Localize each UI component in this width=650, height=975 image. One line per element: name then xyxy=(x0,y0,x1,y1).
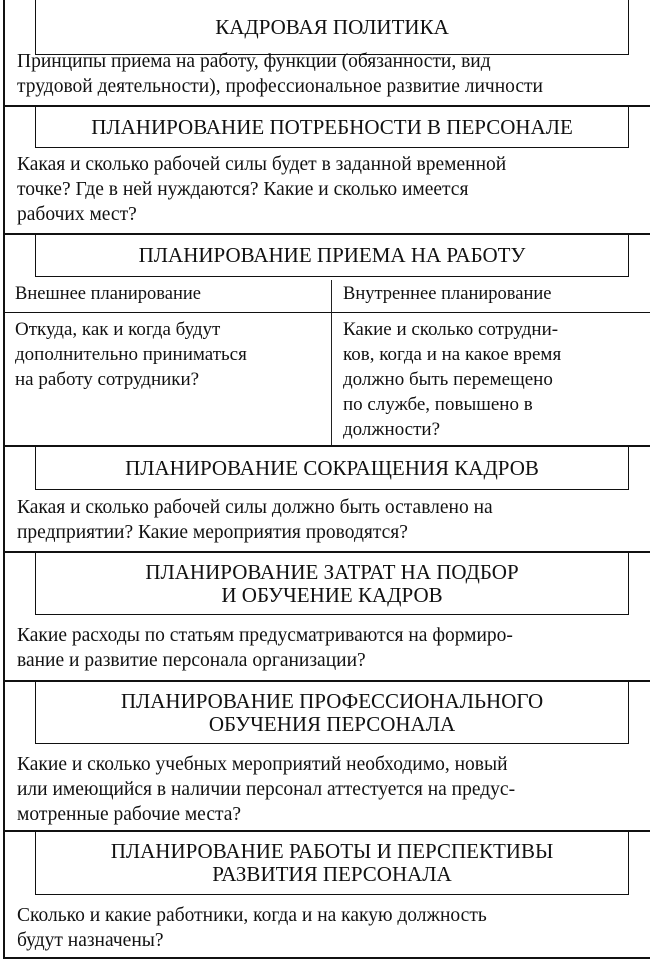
hiring-columns xyxy=(5,280,650,445)
section-title xyxy=(35,682,629,744)
text-line: Сколько и какие работники, когда и на какую должность xyxy=(17,905,487,926)
section-title xyxy=(35,235,629,277)
section-staff-needs xyxy=(5,107,650,235)
text-line: Принципы приема на работу, функции (обязанности, вид xyxy=(17,51,491,72)
section-text xyxy=(17,903,649,953)
text-line: Какие и сколько учебных мероприятий необходимо, новый xyxy=(17,754,508,775)
text-line: должно быть перемещено xyxy=(343,369,553,390)
text-line: будут назначены? xyxy=(17,930,164,951)
text-line: на работу сотрудники? xyxy=(15,369,200,390)
text-line: дополнительно приниматься xyxy=(15,344,247,365)
section-text xyxy=(17,752,649,827)
section-training xyxy=(5,682,650,832)
text-line: вание и развитие персонала организации? xyxy=(17,650,366,671)
section-title xyxy=(35,107,629,148)
column-text-external xyxy=(15,317,247,392)
text-line: рабочих мест? xyxy=(17,204,137,225)
text-line: Какая и сколько рабочей силы должно быть оставлено на xyxy=(17,497,493,518)
section-reduction xyxy=(5,447,650,553)
section-text xyxy=(17,495,649,545)
text-line: трудовой деятельности), профессиональное развитие личности xyxy=(17,76,543,97)
section-costs xyxy=(5,553,650,682)
text-line: Откуда, как и когда будут xyxy=(15,319,221,340)
section-title xyxy=(35,447,629,490)
title-line: ПЛАНИРОВАНИЕ ПРИЕМА НА РАБОТУ xyxy=(138,243,526,267)
section-personnel-policy xyxy=(5,0,650,107)
text-line: Какие расходы по статьям предусматриваются на формиро- xyxy=(17,625,513,646)
text-line: или имеющийся в наличии персонал аттестуется на предус- xyxy=(17,779,516,800)
diagram-frame xyxy=(3,0,650,959)
title-line: ОБУЧЕНИЯ ПЕРСОНАЛА xyxy=(208,711,456,736)
title-line: РАЗВИТИЯ ПЕРСОНАЛА xyxy=(212,862,452,886)
text-line: ков, когда и на какое время xyxy=(343,344,562,365)
section-text xyxy=(17,152,649,227)
text-line: должности? xyxy=(343,419,441,440)
column-headings xyxy=(5,280,650,313)
section-text xyxy=(17,623,649,673)
section-text xyxy=(17,49,649,99)
section-title xyxy=(35,0,629,55)
column-divider xyxy=(331,280,332,445)
text-line: Какая и сколько рабочей силы будет в заданной временной xyxy=(17,154,507,175)
title-line: ПЛАНИРОВАНИЕ СОКРАЩЕНИЯ КАДРОВ xyxy=(125,455,539,480)
section-hiring xyxy=(5,235,650,447)
title-line: ПЛАНИРОВАНИЕ ПРОФЕССИОНАЛЬНОГО xyxy=(120,688,544,713)
column-text-internal xyxy=(343,317,561,442)
column-heading-internal: Внутреннее планирование xyxy=(343,284,552,304)
text-line: по службе, повышено в xyxy=(343,394,533,415)
text-line: предприятии? Какие мероприятия проводятся? xyxy=(17,522,408,543)
text-line: Какие и сколько сотрудни- xyxy=(343,319,559,340)
title-line: И ОБУЧЕНИЕ КАДРОВ xyxy=(221,582,443,607)
column-heading-external: Внешнее планирование xyxy=(15,284,202,304)
title-line: ПЛАНИРОВАНИЕ ЗАТРАТ НА ПОДБОР xyxy=(145,559,519,584)
title-line: КАДРОВАЯ ПОЛИТИКА xyxy=(215,14,449,39)
title-line: ПЛАНИРОВАНИЕ РАБОТЫ И ПЕРСПЕКТИВЫ xyxy=(110,839,554,863)
section-title xyxy=(35,832,629,895)
text-line: точке? Где в ней нуждаются? Какие и сколько имеется xyxy=(17,179,469,200)
section-title xyxy=(35,553,629,615)
title-line: ПЛАНИРОВАНИЕ ПОТРЕБНОСТИ В ПЕРСОНАЛЕ xyxy=(91,114,573,139)
text-line: мотренные рабочие места? xyxy=(17,804,242,825)
section-career xyxy=(5,832,650,959)
